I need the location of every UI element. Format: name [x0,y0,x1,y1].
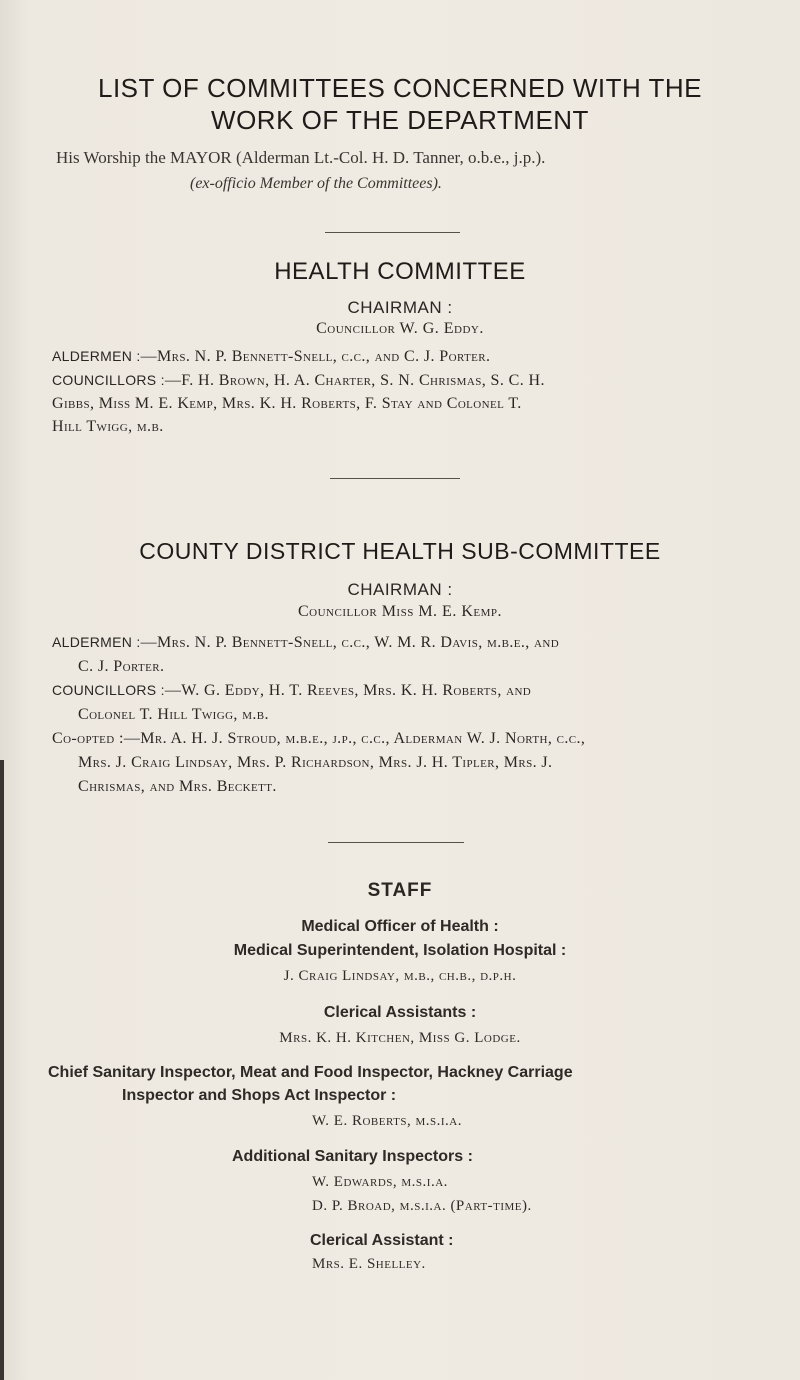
health-councillors [52,369,764,438]
chief-inspector-label-line-1: Chief Sanitary Inspector, Meat and Food Inspector, Hackney Carriage [48,1064,573,1081]
section-divider [328,842,464,843]
chief-inspector-name: W. E. Roberts, m.s.i.a. [312,1113,462,1129]
councillors-line-1: —F. H. Brown, H. A. Charter, S. N. Chrismas, S. C. H. [164,372,545,389]
coopted-line-2: Mrs. J. Craig Lindsay, Mrs. P. Richardson, Mrs. J. H. Tipler, Mrs. J. [78,754,553,771]
moh-label: Medical Officer of Health : [301,918,499,935]
councillors-line-1: —W. G. Eddy, H. T. Reeves, Mrs. K. H. Roberts, and [164,682,532,699]
document-title [40,72,760,136]
aldermen-lead: ALDERMEN : [52,348,141,364]
councillors-lead: COUNCILLORS : [52,682,165,698]
county-aldermen [52,630,764,679]
section-divider [325,232,460,233]
county-chairman-label: CHAIRMAN : [347,580,453,599]
clerical-assistants-label: Clerical Assistants : [323,1004,477,1021]
ex-officio-note: (ex-officio Member of the Committees). [190,175,442,192]
clerical-assistant-name: Mrs. E. Shelley. [312,1256,426,1272]
health-aldermen [52,345,764,368]
county-chairman-name: Councillor Miss M. E. Kemp. [297,603,503,620]
additional-inspector-2: D. P. Broad, m.s.i.a. (Part-time). [312,1198,532,1214]
county-coopted [52,727,764,799]
aldermen-line-2: C. J. Porter. [78,658,165,675]
title-line-2: WORK OF THE DEPARTMENT [211,105,589,135]
moh-name: J. Craig Lindsay, m.b., ch.b., d.p.h. [283,968,517,984]
coopted-lead: Co-opted : [52,730,124,747]
coopted-line-3: Chrismas, and Mrs. Beckett. [78,778,277,795]
mayor-line: His Worship the MAYOR (Alderman Lt.-Col. H. D. Tanner, o.b.e., j.p.). [56,148,546,167]
clerical-assistants-names: Mrs. K. H. Kitchen, Miss G. Lodge. [279,1030,521,1046]
health-committee-title: HEALTH COMMITTEE [274,258,526,285]
additional-inspector-1: W. Edwards, m.s.i.a. [312,1174,448,1190]
medical-superintendent-label: Medical Superintendent, Isolation Hospital : [233,942,567,959]
councillors-lead: COUNCILLORS : [52,372,165,388]
councillors-line-3: Hill Twigg, m.b. [52,418,164,435]
aldermen-lead: ALDERMEN : [52,634,141,650]
chief-inspector-label-line-2: Inspector and Shops Act Inspector : [122,1087,397,1104]
county-subcommittee-title: COUNTY DISTRICT HEALTH SUB-COMMITTEE [139,538,661,564]
aldermen-line-1: —Mrs. N. P. Bennett-Snell, c.c., W. M. R. Davis, m.b.e., and [140,634,560,651]
page-edge-shadow [0,760,4,1380]
councillors-line-2: Colonel T. Hill Twigg, m.b. [78,706,269,723]
health-chairman-name: Councillor W. G. Eddy. [316,320,484,337]
section-divider [330,478,460,479]
county-councillors [52,678,764,727]
health-chairman-label: CHAIRMAN : [347,298,453,317]
staff-title: STAFF [367,880,433,901]
clerical-assistant-label: Clerical Assistant : [310,1232,454,1249]
title-line-1: LIST OF COMMITTEES CONCERNED WITH THE [97,73,702,103]
coopted-line-1: —Mr. A. H. J. Stroud, m.b.e., j.p., c.c., Alderman W. J. North, c.c., [123,730,586,747]
councillors-line-2: Gibbs, Miss M. E. Kemp, Mrs. K. H. Roberts, F. Stay and Colonel T. [52,395,522,412]
additional-inspectors-label: Additional Sanitary Inspectors : [232,1148,473,1165]
aldermen-text: —Mrs. N. P. Bennett-Snell, c.c., and C. J. Porter. [140,348,491,365]
